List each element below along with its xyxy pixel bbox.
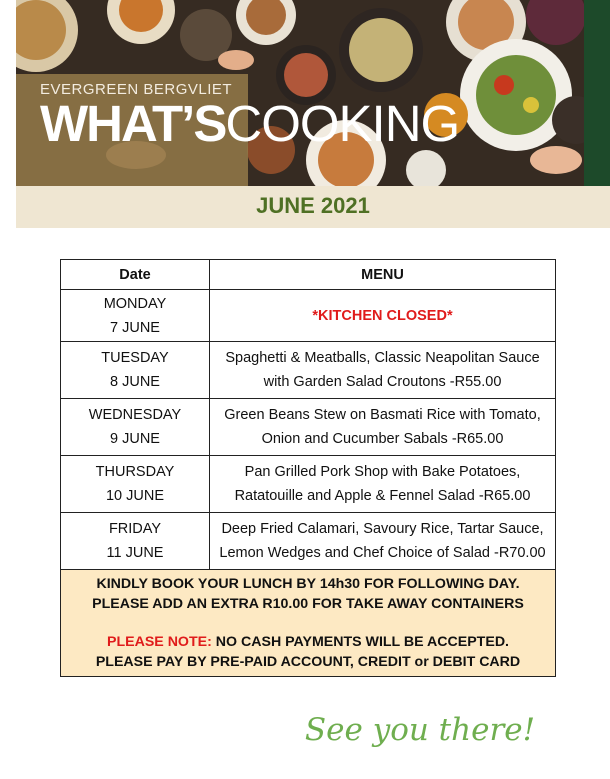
notice-line: KINDLY BOOK YOUR LUNCH BY 14h30 FOR FOLLOWING DAY. xyxy=(96,576,520,592)
brand-title xyxy=(40,95,460,152)
day-date: 8 JUNE xyxy=(110,374,160,390)
day-name: MONDAY xyxy=(103,295,167,312)
menu-line: Deep Fried Calamari, Savoury Rice, Tartar Sauce, xyxy=(221,521,544,537)
brand-subtitle: EVERGREEN BERGVLIET xyxy=(40,81,233,98)
booking-notice xyxy=(61,570,556,677)
day-name: WEDNESDAY xyxy=(88,407,182,423)
notice-line: PLEASE PAY BY PRE-PAID ACCOUNT, CREDIT or DEBIT CARD xyxy=(95,654,521,670)
day-date: 9 JUNE xyxy=(110,431,160,447)
day-date: 11 JUNE xyxy=(106,545,164,561)
date-cell xyxy=(61,290,210,342)
table-row xyxy=(61,513,556,570)
menu-line: with Garden Salad Croutons -R55.00 xyxy=(263,374,502,390)
menu-cell xyxy=(210,456,556,513)
menu-cell xyxy=(210,513,556,570)
menu-line: Pan Grilled Pork Shop with Bake Potatoes, xyxy=(244,464,521,480)
notice-line: PLEASE ADD AN EXTRA R10.00 FOR TAKE AWAY CONTAINERS xyxy=(92,596,524,612)
day-name: THURSDAY xyxy=(95,464,175,480)
date-cell xyxy=(61,399,210,456)
date-cell xyxy=(61,342,210,399)
please-note-label: PLEASE NOTE: xyxy=(106,634,212,650)
green-side-strip xyxy=(584,0,610,186)
table-row xyxy=(61,342,556,399)
menu-line: Ratatouille and Apple & Fennel Salad -R65.00 xyxy=(234,488,531,504)
date-cell xyxy=(61,456,210,513)
table-header-row xyxy=(61,260,556,290)
date-column-header: Date xyxy=(61,260,210,290)
day-name: TUESDAY xyxy=(101,350,169,366)
payment-note-text: NO CASH PAYMENTS WILL BE ACCEPTED. xyxy=(211,634,510,650)
date-cell xyxy=(61,513,210,570)
brand-title-thin: COOKING xyxy=(225,95,460,152)
menu-cell xyxy=(210,342,556,399)
day-date: 10 JUNE xyxy=(105,488,165,504)
menu-column-header: MENU xyxy=(210,260,556,290)
brand-title-bold: WHAT’S xyxy=(40,95,226,152)
menu-line: Green Beans Stew on Basmati Rice with Tomato, xyxy=(224,407,541,423)
table-row xyxy=(61,399,556,456)
menu-line: Lemon Wedges and Chef Choice of Salad -R70.00 xyxy=(219,545,546,561)
menu-line: Onion and Cucumber Sabals -R65.00 xyxy=(261,431,504,447)
menu-cell xyxy=(210,399,556,456)
menu-cell xyxy=(210,290,556,342)
day-name: FRIDAY xyxy=(108,521,162,537)
kitchen-closed-label: *KITCHEN CLOSED* xyxy=(312,307,453,324)
payment-note xyxy=(67,632,549,652)
month-title: JUNE 2021 xyxy=(256,193,370,218)
menu-table xyxy=(60,259,556,677)
month-bar xyxy=(16,186,610,228)
menu-line: Spaghetti & Meatballs, Classic Neapolitan Sauce xyxy=(225,350,540,366)
table-row xyxy=(61,456,556,513)
day-date: 7 JUNE xyxy=(110,319,160,336)
notice-row xyxy=(61,570,556,677)
table-row xyxy=(61,290,556,342)
signoff-text: See you there! xyxy=(304,712,536,748)
notice-spacer xyxy=(67,614,549,632)
